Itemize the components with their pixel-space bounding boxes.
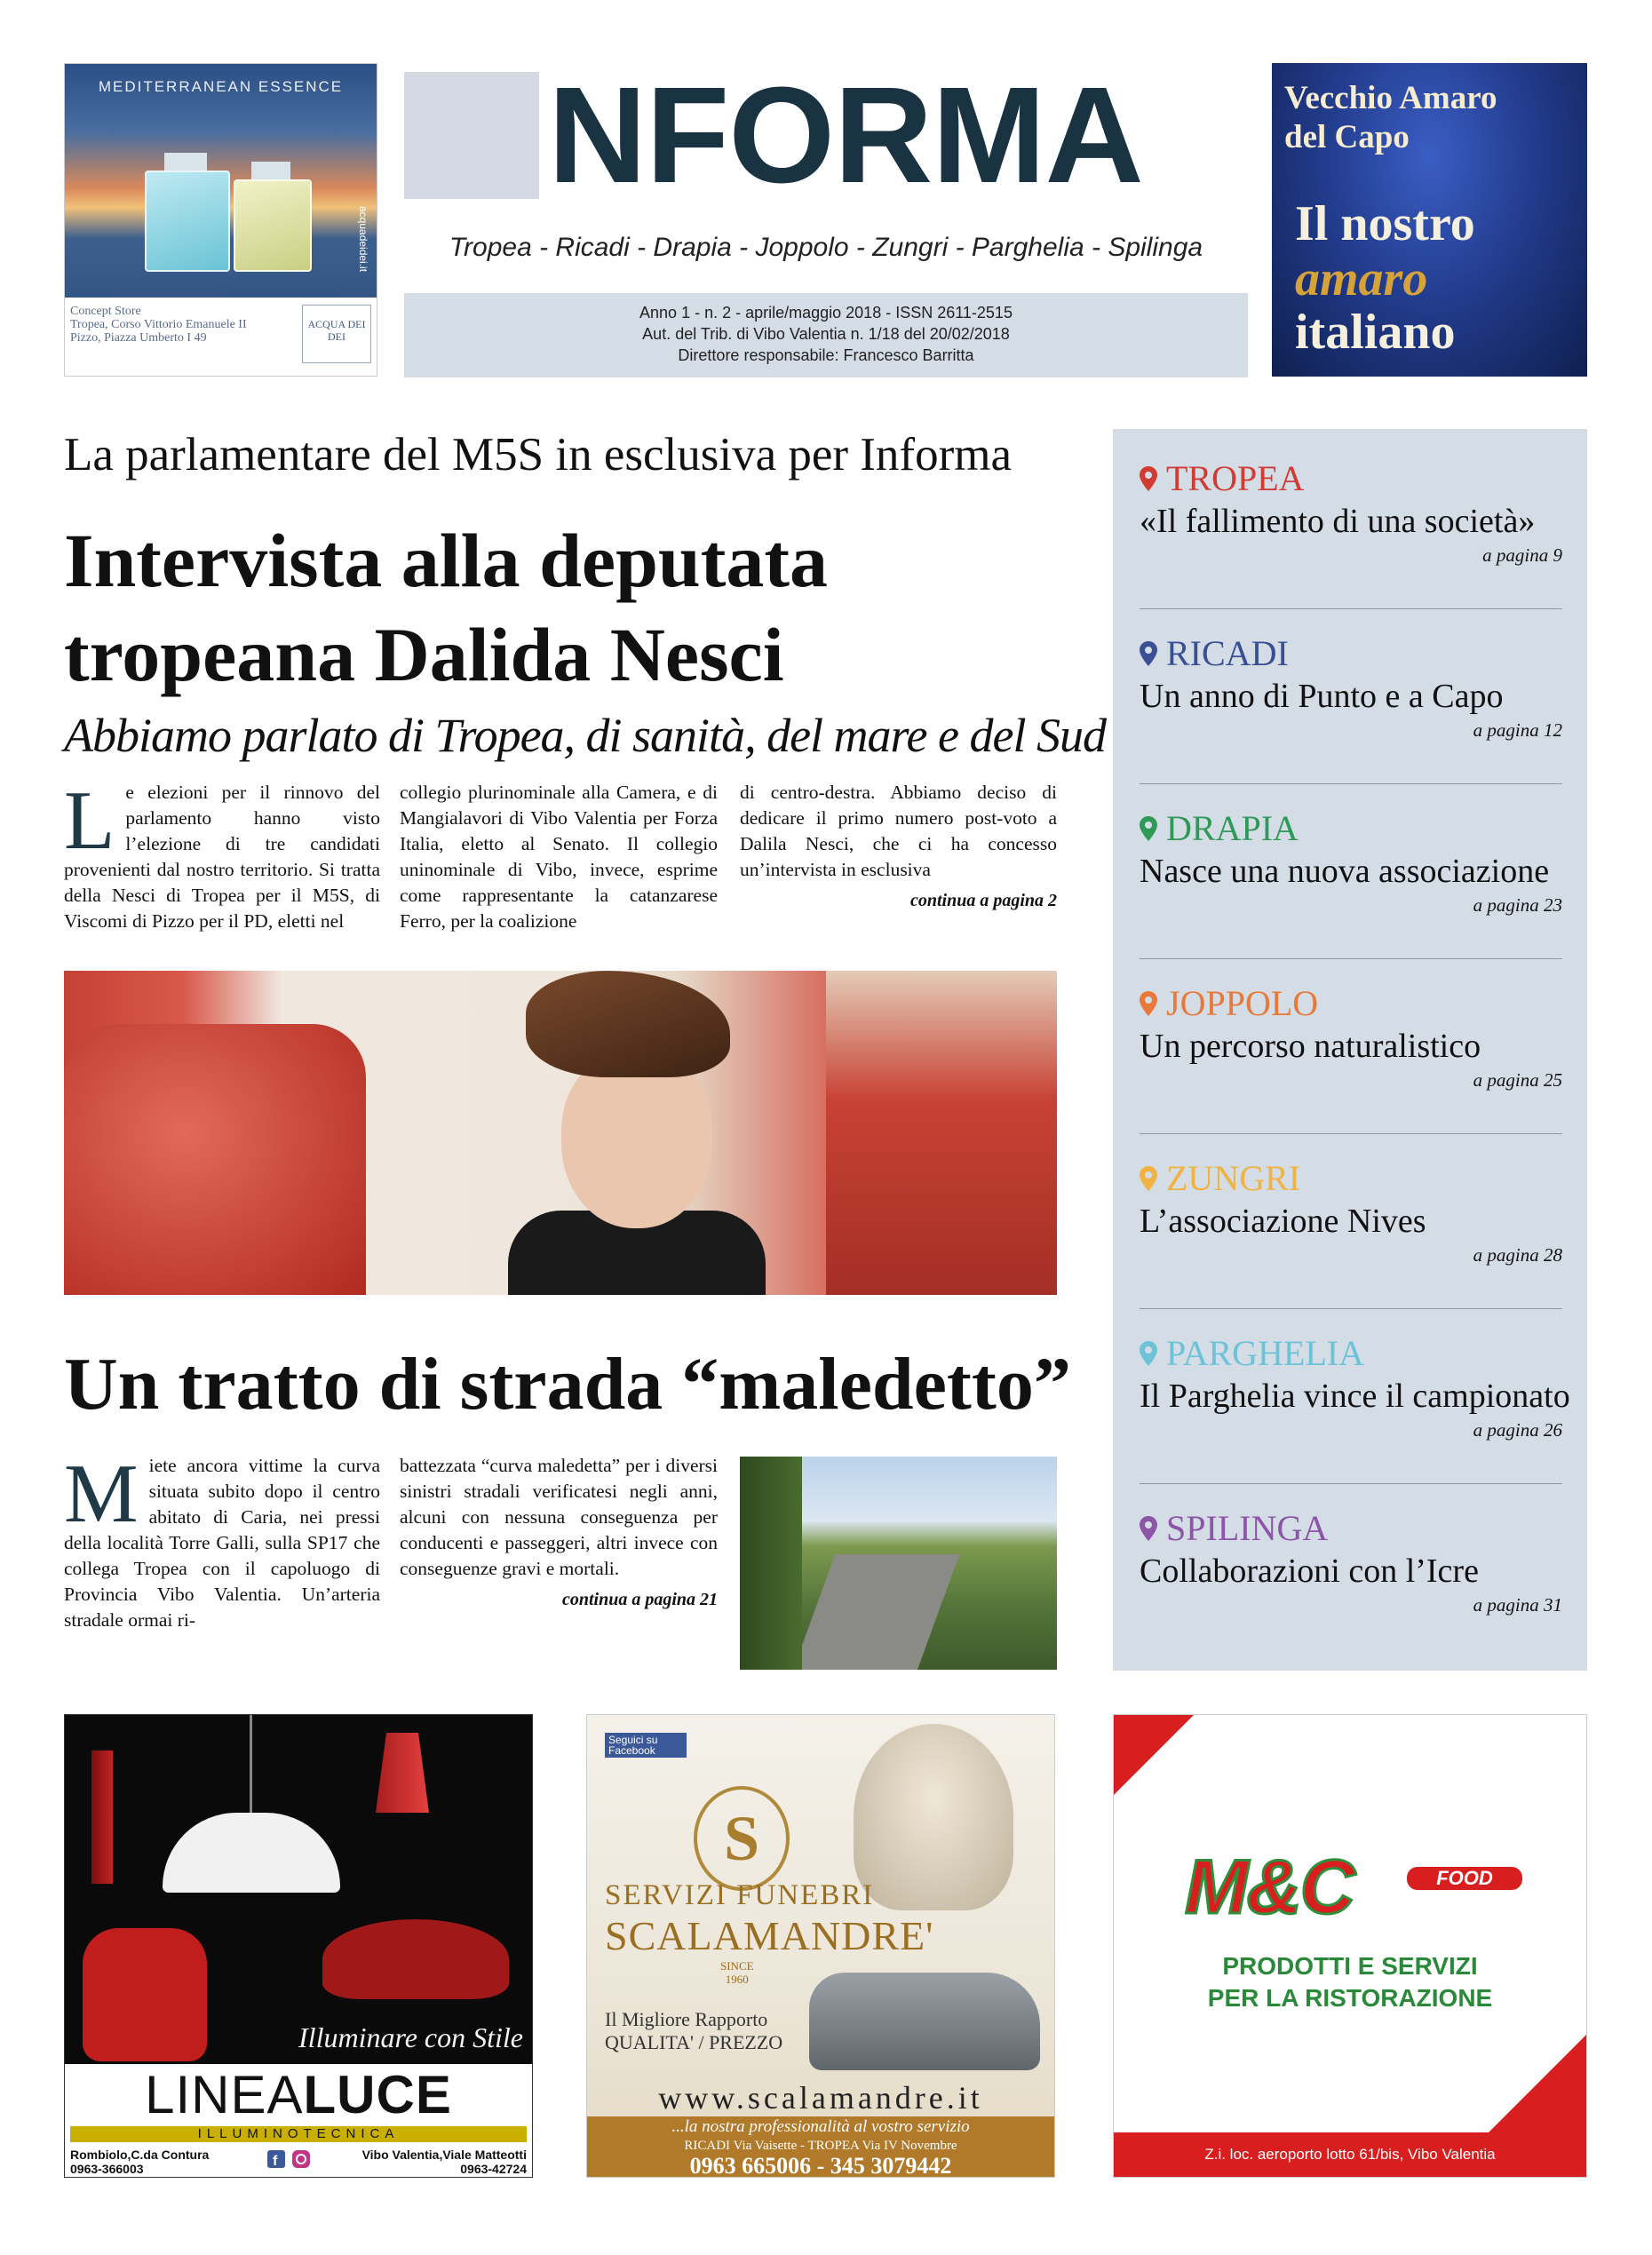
ad-name: SERVIZI FUNEBRI (605, 1879, 875, 1911)
sidebar-item-zungri[interactable] (1140, 1157, 1562, 1266)
sidebar-item-location-label: RICADI (1166, 633, 1289, 673)
sidebar-item-location (1140, 1332, 1562, 1375)
article-subhead: Abbiamo parlato di Tropea, di sanità, del mare e del Sud (64, 709, 1106, 762)
column-text: battezzata “curva maledetta” per i diversi sinistri stradali verificatesi negli anni, alcuni con nessuna conseguenza per conducenti e passeggeri, altri invece con conseguenze gravi e mortali. (400, 1455, 718, 1579)
sidebar-item-location-label: JOPPOLO (1166, 983, 1319, 1023)
logo-mc: M&C (1185, 1845, 1354, 1930)
sub-band (65, 2126, 532, 2144)
column-text: iete ancora vittime la curva situata subito dopo il centro abitato di Caria, nei pressi della località Torre Galli, sulla SP17 che collega Tropea con il capoluogo di Provincia Vibo Valentia. Un’arteria stradale ormai ri- (64, 1455, 380, 1631)
ad-tagline: ...la nostra professionalità al vostro servizio (671, 2117, 970, 2136)
tree (740, 1457, 802, 1670)
sidebar-item-title: Un percorso naturalistico (1140, 1028, 1481, 1065)
sidebar-item-page: a pagina 23 (1473, 894, 1562, 916)
article-column (400, 780, 718, 934)
amaro-slogan: italiano (1295, 305, 1456, 360)
sidebar-item-location (1140, 1157, 1562, 1200)
address-left: Rombiolo,C.da Contura 0963-366003 (70, 2148, 210, 2176)
sidebar-item-page: a pagina 9 (1482, 544, 1562, 566)
ad-description (1114, 1950, 1586, 2014)
sidebar-item-spilinga[interactable] (1140, 1507, 1562, 1616)
ad-name: SCALAMANDRE' (605, 1913, 934, 1958)
info-line: Direttore responsabile: Francesco Barritta (678, 346, 974, 364)
sidebar-item-location (1140, 632, 1562, 675)
facebook-badge[interactable]: Seguici su Facebook (605, 1733, 687, 1758)
store-addresses: Concept Store Tropea, Corso Vittorio Emanuele II Pizzo, Piazza Umberto I 49 (70, 305, 247, 345)
desc-line: PRODOTTI E SERVIZI (1222, 1952, 1478, 1980)
brand-sub: ILLUMINOTECNICA (70, 2126, 527, 2142)
informa-logo[interactable] (404, 59, 1248, 211)
article-column (400, 1453, 718, 1613)
ad-address: RICADI Via Vaisette - TROPEA Via IV Novembre (684, 2139, 957, 2153)
brand-b: LUCE (303, 2065, 452, 2124)
continue-link[interactable]: continua a pagina 2 (909, 891, 1057, 910)
article-kicker: La parlamentare del M5S in esclusiva per Informa (64, 429, 1012, 480)
sidebar-item-title: Un anno di Punto e a Capo (1140, 678, 1504, 715)
article-headline[interactable]: Intervista alla deputata tropeana Dalida Nesci (64, 518, 828, 697)
mc-food-ad[interactable] (1113, 1714, 1587, 2178)
article-column (64, 774, 380, 934)
brand-a: LINEA (145, 2065, 304, 2124)
map-pin-icon (1140, 641, 1157, 666)
article-headline[interactable]: Un tratto di strada “maledetto” (64, 1343, 1071, 1425)
logo-text: NFORMA (548, 59, 1143, 211)
perfume-ad[interactable] (64, 63, 377, 377)
sidebar-item-title: L’associazione Nives (1140, 1203, 1426, 1240)
sidebar-item-title: Nasce una nuova associazione (1140, 853, 1550, 890)
sidebar-item-location (1140, 1507, 1562, 1550)
map-pin-icon (1140, 816, 1157, 841)
ad-site: acquadeidei.it (357, 206, 369, 273)
drop-cap: L (64, 774, 115, 867)
store-box (65, 298, 377, 376)
map-pin-icon (1140, 1166, 1157, 1191)
towns-list: Tropea - Ricadi - Drapia - Joppolo - Zungri - Parghelia - Spilinga (449, 233, 1203, 262)
sidebar-item-page: a pagina 31 (1473, 1594, 1562, 1616)
red-chair (826, 971, 1057, 1295)
angel-statue-image (854, 1724, 1013, 1910)
sidebar-divider (1140, 1308, 1562, 1309)
sidebar-item-location (1140, 807, 1562, 850)
ad-website[interactable]: www.scalamandre.it (658, 2080, 983, 2116)
sidebar-item-page: a pagina 28 (1473, 1244, 1562, 1266)
sidebar-item-parghelia[interactable] (1140, 1332, 1570, 1441)
sidebar-index (1113, 429, 1587, 1671)
sidebar-item-location-label: DRAPIA (1166, 808, 1299, 848)
red-chair (83, 1928, 207, 2061)
map-pin-icon (1140, 1516, 1157, 1541)
article-column (64, 1448, 380, 1633)
red-corner (1114, 1715, 1194, 1795)
brand-line: del Capo (1284, 119, 1410, 155)
scalamandre-ad[interactable] (586, 1714, 1055, 2178)
sidebar-item-title: Collaborazioni con l’Icre (1140, 1552, 1479, 1590)
s-logo: S (694, 1786, 790, 1891)
person-hair (526, 971, 730, 1077)
info-line: Anno 1 - n. 2 - aprile/maggio 2018 - ISSN 2611-2515 (639, 304, 1013, 322)
linea-luce-ad[interactable] (64, 1714, 533, 2178)
info-line: Aut. del Trib. di Vibo Valentia n. 1/18 del 20/02/2018 (642, 325, 1010, 343)
sidebar-item-title: Il Parghelia vince il campionato (1140, 1378, 1570, 1415)
column-text: collegio plurinominale alla Camera, e di Mangialavori di Vibo Valentia per Forza Italia, eletto al Senato. Il collegio uninominale di Vibo, invece, esprime come rappresentante la catanzarese Ferro, per la coalizione (400, 782, 718, 932)
sidebar-item-location-label: SPILINGA (1166, 1508, 1329, 1548)
logo-i-block (404, 72, 539, 199)
publication-info (404, 293, 1248, 377)
amaro-brand (1284, 79, 1577, 157)
since-label: SINCE 1960 (720, 1959, 754, 1986)
sidebar-item-ricadi[interactable] (1140, 632, 1562, 742)
interview-photo (64, 971, 1057, 1295)
facebook-instagram-icon (267, 2149, 314, 2169)
sidebar-item-location (1140, 457, 1562, 500)
svg-text:f: f (273, 2154, 278, 2169)
amaro-slogan: Il nostro (1295, 196, 1475, 251)
logo-food: FOOD (1407, 1867, 1522, 1890)
ad-claim: Il Migliore Rapporto QUALITA' / PREZZO (605, 2008, 783, 2053)
amaro-slogan: amaro (1295, 251, 1428, 306)
sidebar-item-location-label: TROPEA (1166, 458, 1305, 498)
article-column (740, 780, 1057, 914)
red-chair (64, 1024, 366, 1295)
red-hat (322, 1919, 509, 1999)
ad-phones: 0963 665006 - 345 3079442 (689, 2153, 952, 2178)
sidebar-item-page: a pagina 12 (1473, 719, 1562, 741)
map-pin-icon (1140, 466, 1157, 491)
address-bar (65, 2144, 532, 2178)
perfume-bottle-image (234, 179, 312, 272)
sidebar-item-page: a pagina 25 (1473, 1069, 1562, 1091)
person-face (561, 1051, 712, 1228)
ad-slogan: Illuminare con Stile (298, 2021, 523, 2053)
sidebar-item-title: «Il fallimento di una società» (1140, 503, 1536, 540)
sidebar-item-location-label: ZUNGRI (1166, 1158, 1301, 1198)
sidebar-item-tropea[interactable] (1140, 457, 1562, 567)
red-lamp (376, 1733, 429, 1813)
red-tube-lamp (91, 1751, 113, 1884)
sidebar-divider (1140, 1483, 1562, 1484)
white-lamp (163, 1813, 340, 1893)
amaro-ad[interactable] (1272, 63, 1587, 377)
bottle-cap (164, 153, 207, 172)
continue-link[interactable]: continua a pagina 21 (561, 1590, 718, 1609)
column-text: di centro-destra. Abbiamo deciso di dedicare il primo numero post-voto a Dalila Nesci, che ci ha concesso un’intervista in esclusiva (740, 782, 1057, 880)
sidebar-divider (1140, 608, 1562, 609)
sidebar-divider (1140, 783, 1562, 784)
drop-cap: M (64, 1448, 139, 1540)
lamp-cord (250, 1715, 252, 1813)
brand-line: Vecchio Amaro (1284, 80, 1497, 116)
perfume-bottle-image (145, 171, 230, 272)
map-pin-icon (1140, 1341, 1157, 1366)
mc-food-logo (1185, 1844, 1522, 1933)
sidebar-item-drapia[interactable] (1140, 807, 1562, 917)
column-text: e elezioni per il rinnovo del parlamento hanno visto l’elezione di tre candidati provenienti dal nostro territorio. Si tratta della Nesci di Tropea per il M5S, di Viscomi di Pizzo per il PD, eletti nel (64, 782, 380, 932)
hearse-car-image (809, 1973, 1040, 2070)
address-right: Vibo Valentia,Viale Matteotti 0963-42724 (361, 2148, 527, 2176)
sidebar-item-location (1140, 982, 1562, 1025)
sidebar-divider (1140, 1133, 1562, 1134)
map-pin-icon (1140, 991, 1157, 1016)
sidebar-divider (1140, 958, 1562, 959)
ad-brand: MEDITERRANEAN ESSENCE (98, 78, 344, 95)
road (787, 1554, 960, 1670)
social-icons (267, 2149, 314, 2172)
brand-band (65, 2064, 532, 2126)
sidebar-item-page: a pagina 26 (1473, 1419, 1562, 1441)
road-photo (740, 1457, 1057, 1670)
desc-line: PER LA RISTORAZIONE (1207, 1984, 1493, 2012)
sidebar-item-joppolo[interactable] (1140, 982, 1562, 1092)
acqua-dei-logo: ACQUA DEI DEI (302, 305, 371, 363)
bottle-cap (251, 162, 290, 181)
red-corner (1489, 2035, 1586, 2132)
ad-address: Z.i. loc. aeroporto lotto 61/bis, Vibo Valentia (1114, 2132, 1586, 2177)
ad-footer (587, 2116, 1054, 2178)
sidebar-item-location-label: PARGHELIA (1166, 1333, 1364, 1373)
